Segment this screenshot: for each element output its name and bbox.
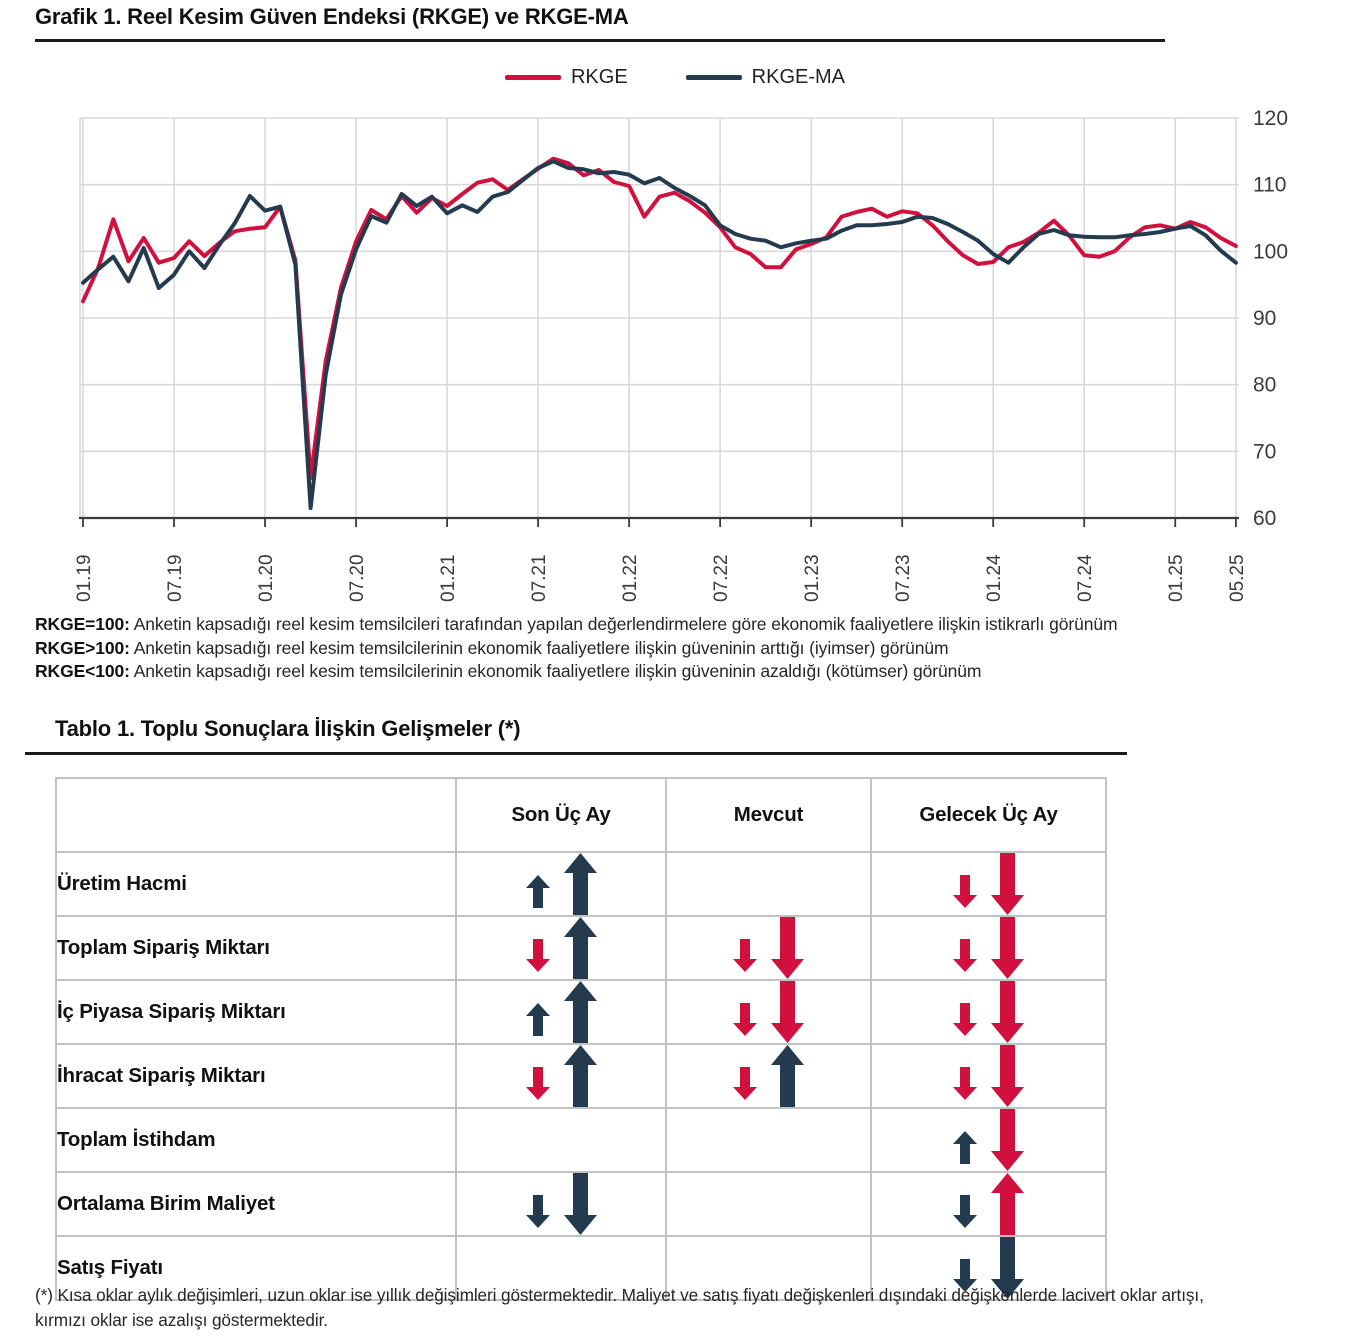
arrow-long-down-icon	[771, 981, 804, 1043]
row-label: İç Piyasa Sipariş Miktarı	[56, 980, 456, 1044]
svg-text:01.23: 01.23	[802, 554, 824, 602]
svg-text:05.25: 05.25	[1226, 554, 1248, 602]
header-mevcut: Mevcut	[666, 778, 871, 852]
arrow-cell	[871, 1044, 1106, 1108]
note-line-2: RKGE>100: Anketin kapsadığı reel kesim temsilcilerinin ekonomik faaliyetlere ilişkin güveninin arttığı (iyimser) görünüm	[35, 637, 949, 658]
row-label: Üretim Hacmi	[56, 852, 456, 916]
arrow-cell	[666, 852, 871, 916]
svg-text:110: 110	[1253, 173, 1287, 197]
legend-item-rkge-ma	[686, 66, 845, 89]
arrow-long-down-icon	[991, 917, 1024, 979]
svg-text:07.24: 07.24	[1075, 554, 1097, 602]
arrow-cell	[666, 916, 871, 980]
arrow-cell	[666, 1108, 871, 1172]
arrow-short-down-icon	[953, 1067, 977, 1100]
arrow-cell	[871, 852, 1106, 916]
rkge-line-swatch-icon	[505, 75, 561, 80]
table-header-row	[56, 778, 1106, 852]
arrow-short-down-icon	[733, 1067, 757, 1100]
legend-item-rkge	[505, 66, 628, 89]
rkge-ma-line-swatch-icon	[686, 75, 742, 80]
arrow-cell	[456, 1108, 666, 1172]
arrow-long-up-icon	[564, 917, 597, 979]
svg-text:01.22: 01.22	[620, 554, 642, 602]
arrow-long-up-icon	[991, 1173, 1024, 1235]
svg-text:07.21: 07.21	[529, 554, 551, 602]
arrow-short-down-icon	[526, 939, 550, 972]
arrow-short-down-icon	[953, 1003, 977, 1036]
arrow-long-down-icon	[991, 1045, 1024, 1107]
header-gelecek-uc-ay: Gelecek Üç Ay	[871, 778, 1106, 852]
arrow-cell	[871, 1108, 1106, 1172]
table-row	[56, 980, 1106, 1044]
row-label: İhracat Sipariş Miktarı	[56, 1044, 456, 1108]
table-row	[56, 1108, 1106, 1172]
svg-text:01.21: 01.21	[438, 554, 460, 602]
results-table	[55, 777, 1107, 1301]
svg-text:07.23: 07.23	[893, 554, 915, 602]
svg-text:90: 90	[1253, 307, 1277, 330]
arrow-long-up-icon	[564, 1045, 597, 1107]
arrow-long-down-icon	[564, 1173, 597, 1235]
rkge-definitions	[35, 613, 1315, 684]
row-label: Ortalama Birim Maliyet	[56, 1172, 456, 1236]
arrow-short-down-icon	[953, 939, 977, 972]
svg-text:120: 120	[1253, 107, 1289, 130]
table-row	[56, 916, 1106, 980]
arrow-long-down-icon	[991, 981, 1024, 1043]
arrow-short-down-icon	[733, 1003, 757, 1036]
svg-text:07.22: 07.22	[711, 554, 733, 602]
chart-area	[0, 105, 1350, 610]
svg-text:100: 100	[1253, 240, 1289, 264]
arrow-short-down-icon	[526, 1195, 550, 1228]
table-row	[56, 1172, 1106, 1236]
svg-text:01.25: 01.25	[1166, 554, 1188, 602]
row-label: Satış Fiyatı	[56, 1236, 456, 1300]
arrow-cell	[666, 1044, 871, 1108]
svg-text:80: 80	[1253, 373, 1277, 397]
arrow-cell	[871, 916, 1106, 980]
table-footnote: (*) Kısa oklar aylık değişimleri, uzun oklar ise yıllık değişimleri göstermektedir. Maliyet ve satış fiyatı değişkenleri dışındaki değişkenlerde lacivert oklar artışı, kırmızı oklar ise azalışı göstermektedir.	[35, 1285, 1204, 1330]
arrow-short-down-icon	[526, 1067, 550, 1100]
arrow-short-down-icon	[733, 939, 757, 972]
row-label: Toplam İstihdam	[56, 1108, 456, 1172]
header-empty	[56, 778, 456, 852]
svg-text:01.20: 01.20	[256, 554, 278, 602]
arrow-long-up-icon	[771, 1045, 804, 1107]
arrow-cell	[871, 980, 1106, 1044]
arrow-long-down-icon	[991, 853, 1024, 915]
arrow-long-up-icon	[564, 853, 597, 915]
note-line-3: RKGE<100: Anketin kapsadığı reel kesim temsilcilerinin ekonomik faaliyetlere ilişkin güveninin azaldığı (kötümser) görünüm	[35, 661, 982, 681]
arrow-cell	[871, 1172, 1106, 1236]
svg-text:70: 70	[1253, 440, 1277, 464]
arrow-cell	[456, 1172, 666, 1236]
arrow-short-up-icon	[526, 1003, 550, 1036]
arrow-short-up-icon	[526, 875, 550, 908]
arrow-long-down-icon	[771, 917, 804, 979]
chart-legend	[0, 66, 1350, 89]
legend-label-rkge: RKGE	[570, 66, 628, 88]
arrow-cell	[456, 916, 666, 980]
note-line-1: RKGE=100: Anketin kapsadığı reel kesim temsilcileri tarafından yapılan değerlendirmelere göre ekonomik faaliyetlere ilişkin istikrarlı görünüm	[35, 614, 1118, 634]
arrow-cell	[456, 852, 666, 916]
svg-text:07.19: 07.19	[165, 554, 187, 602]
arrow-cell	[666, 1172, 871, 1236]
arrow-short-down-icon	[953, 1195, 977, 1228]
row-label: Toplam Sipariş Miktarı	[56, 916, 456, 980]
arrow-cell	[666, 980, 871, 1044]
chart-title: Grafik 1. Reel Kesim Güven Endeksi (RKGE) ve RKGE-MA	[35, 4, 1165, 42]
header-son-uc-ay: Son Üç Ay	[456, 778, 666, 852]
arrow-short-up-icon	[953, 1131, 977, 1164]
arrow-cell	[456, 980, 666, 1044]
arrow-cell	[456, 1044, 666, 1108]
svg-text:01.24: 01.24	[984, 554, 1006, 602]
rkge-line-chart	[0, 105, 1350, 610]
arrow-short-down-icon	[953, 875, 977, 908]
table-row	[56, 852, 1106, 916]
table-title: Tablo 1. Toplu Sonuçlara İlişkin Gelişmeler (*)	[25, 716, 1127, 755]
svg-text:01.19: 01.19	[74, 554, 95, 602]
legend-label-rkge-ma: RKGE-MA	[751, 66, 846, 88]
table-row	[56, 1044, 1106, 1108]
arrow-long-up-icon	[564, 981, 597, 1043]
svg-text:07.20: 07.20	[347, 554, 369, 602]
svg-text:60: 60	[1253, 507, 1277, 530]
arrow-long-down-icon	[991, 1109, 1024, 1171]
